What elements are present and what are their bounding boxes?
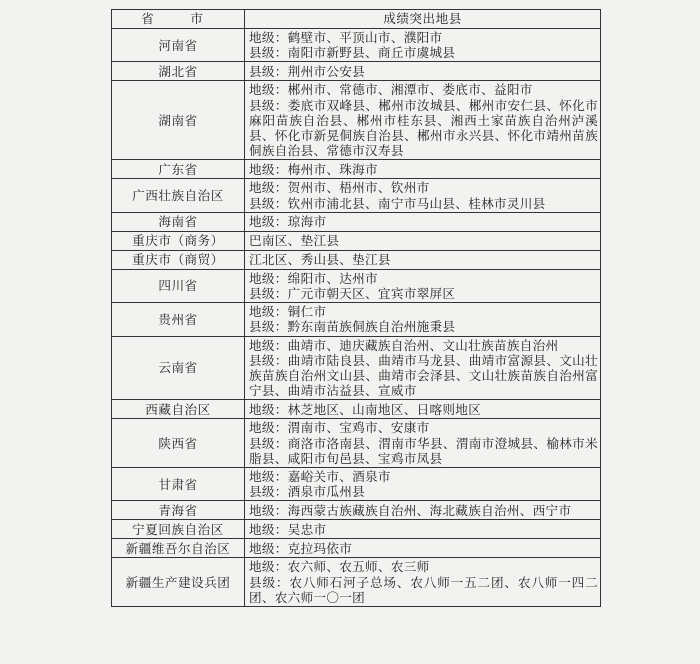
table-row [112,558,601,607]
province-cell: 广西壮族自治区 [112,179,245,212]
area-line: 地级：琼海市 [249,214,327,230]
province-cell: 湖南省 [112,81,245,160]
outstanding-counties-table [111,9,601,607]
areas-cell [245,250,601,269]
areas-cell [245,419,601,468]
area-line: 地级：鹤壁市、平顶山市、濮阳市 [249,30,443,45]
areas-cell [245,501,601,520]
areas-cell [245,400,601,419]
table-body [112,29,601,607]
area-line: 县级：商洛市洛南县、渭南市华县、渭南市澄城县、榆林市米脂县、咸阳市旬邑县、宝鸡市凤县 [249,435,598,466]
area-line: 县级：农八师石河子总场、农八师一五二团、农八师一四二团、农六师一〇一团 [249,574,598,605]
area-line: 地级：农六师、农五师、农三师 [249,559,430,575]
area-line: 地级：克拉玛依市 [249,540,353,556]
area-line: 县级：广元市朝天区、宜宾市翠屏区 [249,286,456,302]
area-line: 地级：郴州市、常德市、湘潭市、娄底市、益阳市 [249,82,533,98]
province-cell: 云南省 [112,336,245,400]
province-cell: 陕西省 [112,419,245,468]
header-counties: 成绩突出地县 [245,10,601,29]
area-line: 地级：林芝地区、山南地区、日喀则地区 [249,401,482,417]
province-cell: 新疆维吾尔自治区 [112,539,245,558]
table-header-row [112,10,601,29]
areas-cell [245,179,601,212]
area-line: 县级：钦州市浦北县、南宁市马山县、桂林市灵川县 [249,195,546,211]
area-line: 县级：南阳市新野县、商丘市虞城县 [249,45,456,61]
areas-cell [245,520,601,539]
areas-cell [245,269,601,302]
province-cell: 贵州省 [112,303,245,336]
area-line: 地级：渭南市、宝鸡市、安康市 [249,420,430,436]
areas-cell [245,29,601,62]
province-cell: 海南省 [112,212,245,231]
table-row [112,212,601,231]
area-line: 地级：绵阳市、达州市 [249,270,378,286]
area-line: 巴南区、垫江县 [249,233,340,249]
table-row [112,336,601,400]
area-line: 江北区、秀山县、垫江县 [249,252,391,268]
table-row [112,419,601,468]
province-cell: 西藏自治区 [112,400,245,419]
areas-cell [245,160,601,179]
table-row [112,231,601,250]
header-province: 省 市 [112,10,245,29]
table-row [112,160,601,179]
table-row [112,81,601,160]
areas-cell [245,231,601,250]
area-line: 县级：黔东南苗族侗族自治州施秉县 [249,319,456,335]
area-line: 地级：梅州市、珠海市 [249,161,378,177]
areas-cell [245,212,601,231]
area-line: 县级：娄底市双峰县、郴州市汝城县、郴州市安仁县、怀化市麻阳苗族自治县、郴州市桂东县、湘西土家苗族自治州泸溪县、怀化市新晃侗族自治县、郴州市永兴县、怀化市靖州苗族侗族自治县、常德市汉寿县 [249,97,598,159]
table-row [112,250,601,269]
province-cell: 四川省 [112,269,245,302]
table-row [112,269,601,302]
table-row [112,520,601,539]
table-row [112,29,601,62]
table-row [112,501,601,520]
table-row [112,179,601,212]
area-line: 地级：嘉峪关市、酒泉市 [249,469,391,485]
province-cell: 湖北省 [112,62,245,81]
areas-cell [245,303,601,336]
areas-cell [245,539,601,558]
table-row [112,468,601,501]
areas-cell [245,468,601,501]
area-line: 地级：曲靖市、迪庆藏族自治州、文山壮族苗族自治州 [249,337,559,353]
area-line: 地级：贺州市、梧州市、钦州市 [249,180,430,196]
province-cell: 甘肃省 [112,468,245,501]
province-cell: 新疆生产建设兵团 [112,558,245,607]
area-line: 地级：海西蒙古族藏族自治州、海北藏族自治州、西宁市 [249,502,572,518]
province-cell: 重庆市（商贸） [112,250,245,269]
areas-cell [245,558,601,607]
province-cell: 广东省 [112,160,245,179]
areas-cell [245,62,601,81]
table-row [112,539,601,558]
province-cell: 重庆市（商务） [112,231,245,250]
area-line: 县级：酒泉市瓜州县 [249,484,366,500]
areas-cell [245,336,601,400]
province-cell: 青海省 [112,501,245,520]
area-line: 地级：吴忠市 [249,521,327,537]
areas-cell [245,81,601,160]
table-row [112,400,601,419]
table-row [112,62,601,81]
province-cell: 河南省 [112,29,245,62]
province-cell: 宁夏回族自治区 [112,520,245,539]
table-row [112,303,601,336]
area-line: 地级：铜仁市 [249,304,327,320]
area-line: 县级：曲靖市陆良县、曲靖市马龙县、曲靖市富源县、文山壮族苗族自治州文山县、曲靖市会泽县、文山壮族苗族自治州富宁县、曲靖市沾益县、宣威市 [249,352,598,399]
area-line: 县级：荆州市公安县 [249,63,366,79]
